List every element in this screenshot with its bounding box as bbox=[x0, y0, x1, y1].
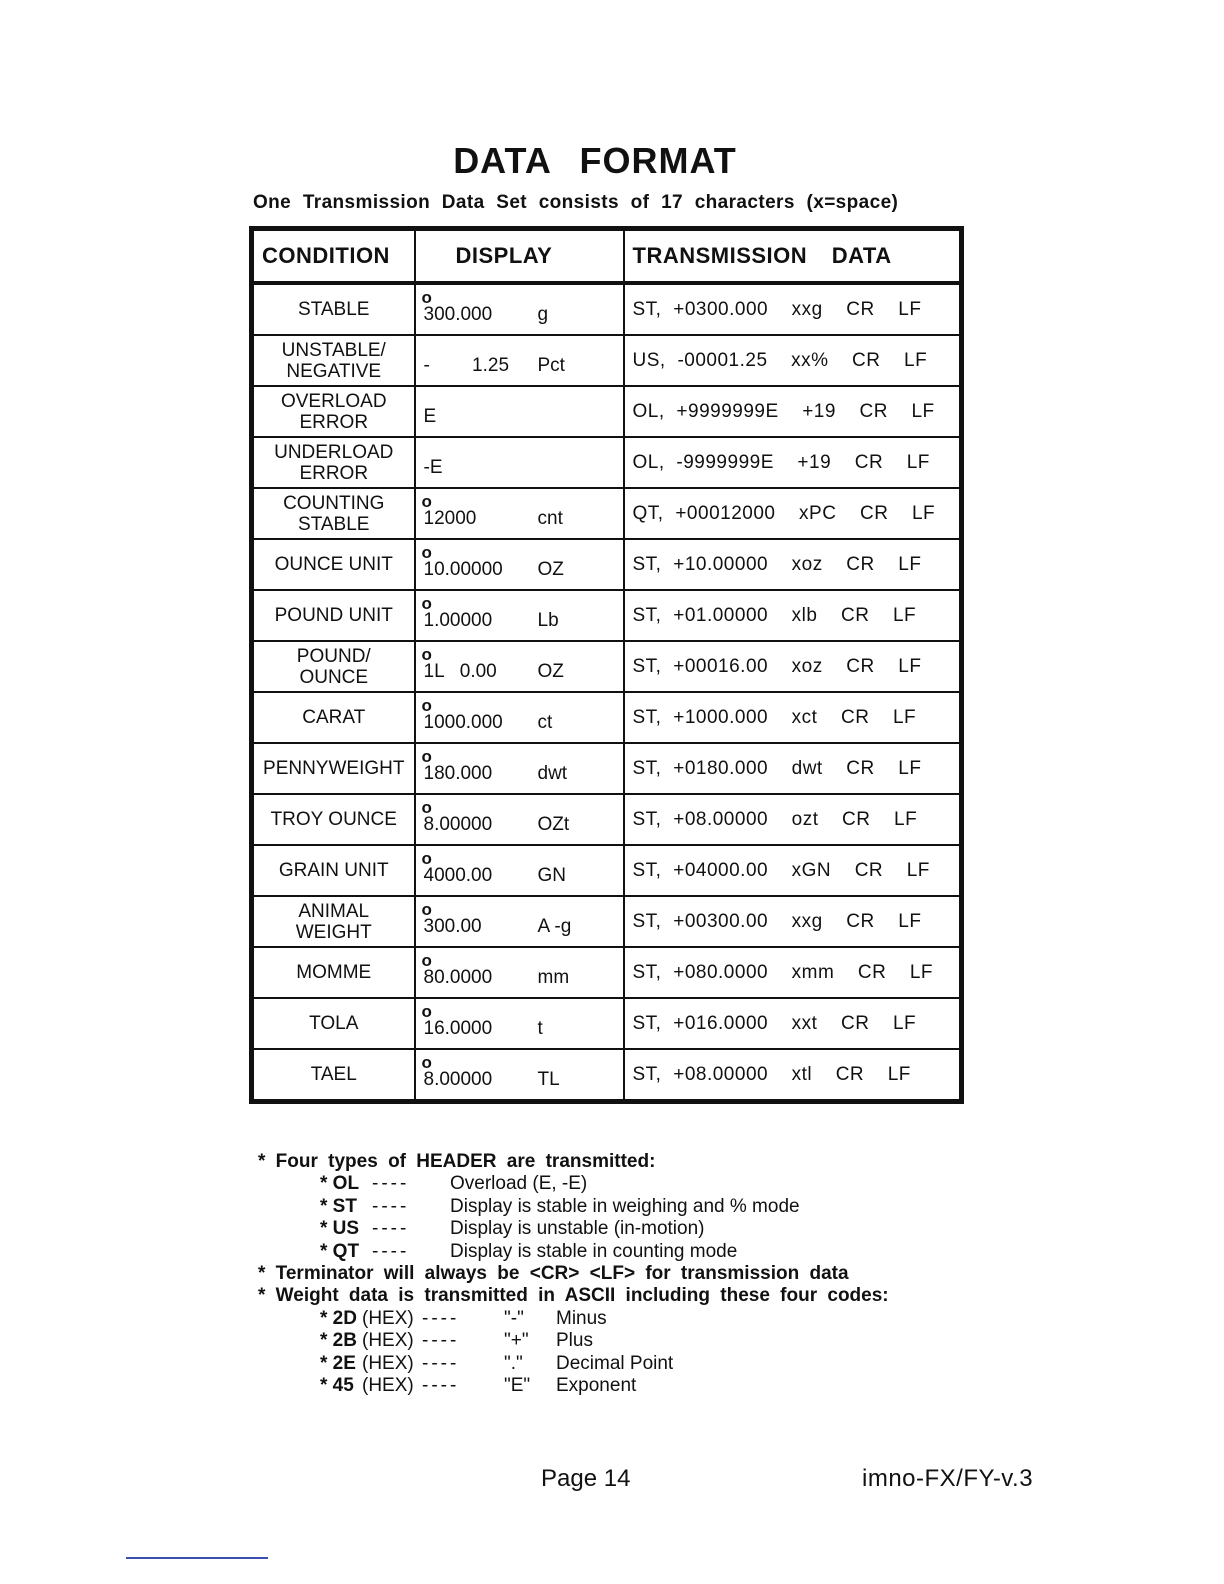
table-row bbox=[252, 641, 962, 692]
display-value: -E bbox=[423, 456, 443, 478]
row-condition bbox=[252, 794, 415, 845]
row-display bbox=[415, 335, 624, 386]
list-item bbox=[258, 1375, 889, 1397]
stable-mark-icon: o bbox=[421, 288, 432, 307]
header-description: Display is stable in counting mode bbox=[450, 1240, 738, 1262]
list-item bbox=[258, 1196, 889, 1218]
hex-label: (HEX) bbox=[362, 1375, 414, 1397]
ascii-code: * 2E bbox=[320, 1352, 356, 1374]
condition-label: ANIMAL WEIGHT bbox=[295, 900, 372, 943]
condition-label: UNDERLOAD ERROR bbox=[274, 441, 394, 484]
stable-mark-icon: o bbox=[421, 1053, 432, 1072]
display-value: 1000.000 bbox=[423, 711, 503, 733]
condition-label: UNSTABLE/ NEGATIVE bbox=[281, 339, 386, 382]
dash-separator: ---- bbox=[372, 1218, 410, 1240]
table-row bbox=[252, 335, 962, 386]
condition-label: STABLE bbox=[298, 299, 370, 320]
display-unit: dwt bbox=[537, 762, 568, 784]
display-unit: g bbox=[537, 303, 549, 325]
page-title: DATA FORMAT bbox=[453, 140, 737, 181]
row-display bbox=[415, 1049, 624, 1102]
row-transmission: ST, +080.0000 xmm CR LF bbox=[624, 947, 962, 998]
data-format-table bbox=[249, 226, 964, 1104]
row-transmission: OL, -9999999E +19 CR LF bbox=[624, 437, 962, 488]
header-code: * US bbox=[320, 1218, 360, 1240]
ascii-code: * 45 bbox=[320, 1375, 354, 1397]
table-row bbox=[252, 947, 962, 998]
row-condition bbox=[252, 488, 415, 539]
hex-label: (HEX) bbox=[362, 1352, 414, 1374]
condition-label: POUND/ OUNCE bbox=[296, 645, 371, 688]
header-description: Overload (E, -E) bbox=[450, 1173, 588, 1195]
table-row bbox=[252, 1049, 962, 1102]
display-value: 4000.00 bbox=[423, 864, 493, 886]
ascii-symbol: "." bbox=[504, 1352, 523, 1374]
row-display bbox=[415, 539, 624, 590]
header-code: * ST bbox=[320, 1195, 357, 1217]
row-transmission: ST, +08.00000 ozt CR LF bbox=[624, 794, 962, 845]
page-number: Page 14 bbox=[541, 1465, 631, 1492]
display-value: 8.00000 bbox=[423, 1068, 493, 1090]
divider-line bbox=[126, 1557, 268, 1559]
document-version: imno-FX/FY-v.3 bbox=[862, 1465, 1034, 1492]
display-value: 1L 0.00 bbox=[423, 660, 497, 682]
display-value: 16.0000 bbox=[423, 1017, 493, 1039]
table-row bbox=[252, 743, 962, 794]
stable-mark-icon: o bbox=[421, 543, 432, 562]
ascii-code: * 2D bbox=[320, 1307, 357, 1329]
stable-mark-icon: o bbox=[421, 492, 432, 511]
notes bbox=[258, 1151, 889, 1397]
row-condition bbox=[252, 896, 415, 947]
table-row bbox=[252, 488, 962, 539]
display-value: 300.000 bbox=[423, 303, 493, 325]
row-display bbox=[415, 947, 624, 998]
subtitle: One Transmission Data Set consists of 17 characters (x=space) bbox=[253, 192, 899, 213]
dash-separator: ---- bbox=[372, 1240, 410, 1262]
row-display bbox=[415, 386, 624, 437]
list-item bbox=[258, 1241, 889, 1263]
table-row bbox=[252, 896, 962, 947]
display-unit: TL bbox=[537, 1068, 560, 1090]
dash-separator: ---- bbox=[422, 1307, 460, 1329]
stable-mark-icon: o bbox=[421, 798, 432, 817]
condition-label: TAEL bbox=[310, 1064, 357, 1085]
ascii-code: * 2B bbox=[320, 1330, 357, 1352]
ascii-symbol: "+" bbox=[504, 1330, 529, 1352]
display-value: 10.00000 bbox=[423, 558, 503, 580]
display-unit: Pct bbox=[537, 354, 565, 376]
stable-mark-icon: o bbox=[421, 1002, 432, 1021]
condition-label: PENNYWEIGHT bbox=[263, 758, 405, 779]
table-row bbox=[252, 283, 962, 335]
ascii-symbol: "E" bbox=[504, 1375, 531, 1397]
display-value: 80.0000 bbox=[423, 966, 493, 988]
condition-label: MOMME bbox=[296, 962, 372, 983]
ascii-description: Exponent bbox=[556, 1375, 637, 1397]
row-transmission: QT, +00012000 xPC CR LF bbox=[624, 488, 962, 539]
list-item bbox=[258, 1173, 889, 1195]
row-display bbox=[415, 488, 624, 539]
display-unit: ct bbox=[537, 711, 553, 733]
condition-label: GRAIN UNIT bbox=[278, 860, 389, 881]
header-code: * OL bbox=[320, 1173, 360, 1195]
row-transmission: ST, +1000.000 xct CR LF bbox=[624, 692, 962, 743]
row-display bbox=[415, 743, 624, 794]
row-transmission: ST, +04000.00 xGN CR LF bbox=[624, 845, 962, 896]
row-condition bbox=[252, 590, 415, 641]
row-transmission: ST, +10.00000 xoz CR LF bbox=[624, 539, 962, 590]
row-condition bbox=[252, 743, 415, 794]
header-transmission: TRANSMISSION DATA bbox=[624, 229, 962, 284]
row-condition bbox=[252, 283, 415, 335]
row-display bbox=[415, 998, 624, 1049]
condition-label: OVERLOAD ERROR bbox=[280, 390, 387, 433]
stable-mark-icon: o bbox=[421, 594, 432, 613]
row-condition bbox=[252, 335, 415, 386]
display-value: 300.00 bbox=[423, 915, 482, 937]
row-transmission: US, -00001.25 xx% CR LF bbox=[624, 335, 962, 386]
row-condition bbox=[252, 845, 415, 896]
row-display bbox=[415, 692, 624, 743]
row-condition bbox=[252, 692, 415, 743]
row-condition bbox=[252, 386, 415, 437]
stable-mark-icon: o bbox=[421, 696, 432, 715]
table-row bbox=[252, 998, 962, 1049]
stable-mark-icon: o bbox=[421, 747, 432, 766]
header-condition: CONDITION bbox=[252, 229, 415, 284]
stable-mark-icon: o bbox=[421, 849, 432, 868]
condition-label: CARAT bbox=[302, 707, 366, 728]
row-transmission: ST, +0300.000 xxg CR LF bbox=[624, 283, 962, 335]
display-value: 8.00000 bbox=[423, 813, 493, 835]
table-row bbox=[252, 794, 962, 845]
row-transmission: ST, +01.00000 xlb CR LF bbox=[624, 590, 962, 641]
row-condition bbox=[252, 1049, 415, 1102]
display-unit: t bbox=[537, 1017, 543, 1039]
row-transmission: ST, +016.0000 xxt CR LF bbox=[624, 998, 962, 1049]
dash-separator: ---- bbox=[422, 1375, 460, 1397]
condition-label: OUNCE UNIT bbox=[274, 554, 393, 575]
note-weight-data: * Weight data is transmitted in ASCII including these four codes: bbox=[258, 1285, 889, 1307]
display-unit: OZt bbox=[537, 813, 570, 835]
display-unit: mm bbox=[537, 966, 570, 988]
display-unit: Lb bbox=[537, 609, 559, 631]
dash-separator: ---- bbox=[422, 1352, 460, 1374]
stable-mark-icon: o bbox=[421, 900, 432, 919]
hex-label: (HEX) bbox=[362, 1307, 414, 1329]
list-item bbox=[258, 1308, 889, 1330]
condition-label: COUNTING STABLE bbox=[283, 492, 385, 535]
table-row bbox=[252, 386, 962, 437]
condition-label: POUND UNIT bbox=[274, 605, 393, 626]
dash-separator: ---- bbox=[372, 1173, 410, 1195]
row-display bbox=[415, 437, 624, 488]
header-code: * QT bbox=[320, 1240, 360, 1262]
row-transmission: OL, +9999999E +19 CR LF bbox=[624, 386, 962, 437]
header-description: Display is stable in weighing and % mode bbox=[450, 1195, 800, 1217]
row-display bbox=[415, 845, 624, 896]
display-unit: cnt bbox=[537, 507, 563, 529]
display-value: - 1.25 bbox=[423, 354, 510, 376]
condition-label: TOLA bbox=[309, 1013, 359, 1034]
row-condition bbox=[252, 641, 415, 692]
display-value: 180.000 bbox=[423, 762, 493, 784]
row-display bbox=[415, 641, 624, 692]
table-row bbox=[252, 845, 962, 896]
row-condition bbox=[252, 998, 415, 1049]
display-value: 1.00000 bbox=[423, 609, 493, 631]
row-condition bbox=[252, 437, 415, 488]
display-unit: GN bbox=[537, 864, 566, 886]
row-transmission: ST, +0180.000 dwt CR LF bbox=[624, 743, 962, 794]
list-item bbox=[258, 1330, 889, 1352]
note-header-types: * Four types of HEADER are transmitted: bbox=[258, 1151, 656, 1172]
ascii-description: Decimal Point bbox=[556, 1352, 674, 1374]
table-row bbox=[252, 590, 962, 641]
row-condition bbox=[252, 539, 415, 590]
dash-separator: ---- bbox=[422, 1330, 460, 1352]
list-item bbox=[258, 1353, 889, 1375]
display-unit: A -g bbox=[537, 915, 572, 937]
ascii-description: Minus bbox=[556, 1307, 607, 1329]
row-display bbox=[415, 283, 624, 335]
row-display bbox=[415, 896, 624, 947]
header-display: DISPLAY bbox=[415, 229, 624, 284]
row-transmission: ST, +00016.00 xoz CR LF bbox=[624, 641, 962, 692]
display-value: 12000 bbox=[423, 507, 477, 529]
row-condition bbox=[252, 947, 415, 998]
condition-label: TROY OUNCE bbox=[270, 809, 397, 830]
row-transmission: ST, +08.00000 xtl CR LF bbox=[624, 1049, 962, 1102]
list-item bbox=[258, 1218, 889, 1240]
dash-separator: ---- bbox=[372, 1195, 410, 1217]
ascii-symbol: "-" bbox=[504, 1307, 524, 1329]
row-transmission: ST, +00300.00 xxg CR LF bbox=[624, 896, 962, 947]
display-unit: OZ bbox=[537, 660, 564, 682]
table-header-row bbox=[252, 229, 962, 284]
display-value: E bbox=[423, 405, 437, 427]
table-row bbox=[252, 437, 962, 488]
ascii-description: Plus bbox=[556, 1330, 593, 1352]
row-display bbox=[415, 590, 624, 641]
display-unit: OZ bbox=[537, 558, 564, 580]
stable-mark-icon: o bbox=[421, 951, 432, 970]
note-terminator: * Terminator will always be <CR> <LF> for transmission data bbox=[258, 1263, 849, 1285]
table-row bbox=[252, 692, 962, 743]
hex-label: (HEX) bbox=[362, 1330, 414, 1352]
table-row bbox=[252, 539, 962, 590]
stable-mark-icon: o bbox=[421, 645, 432, 664]
row-display bbox=[415, 794, 624, 845]
header-description: Display is unstable (in-motion) bbox=[450, 1218, 705, 1240]
